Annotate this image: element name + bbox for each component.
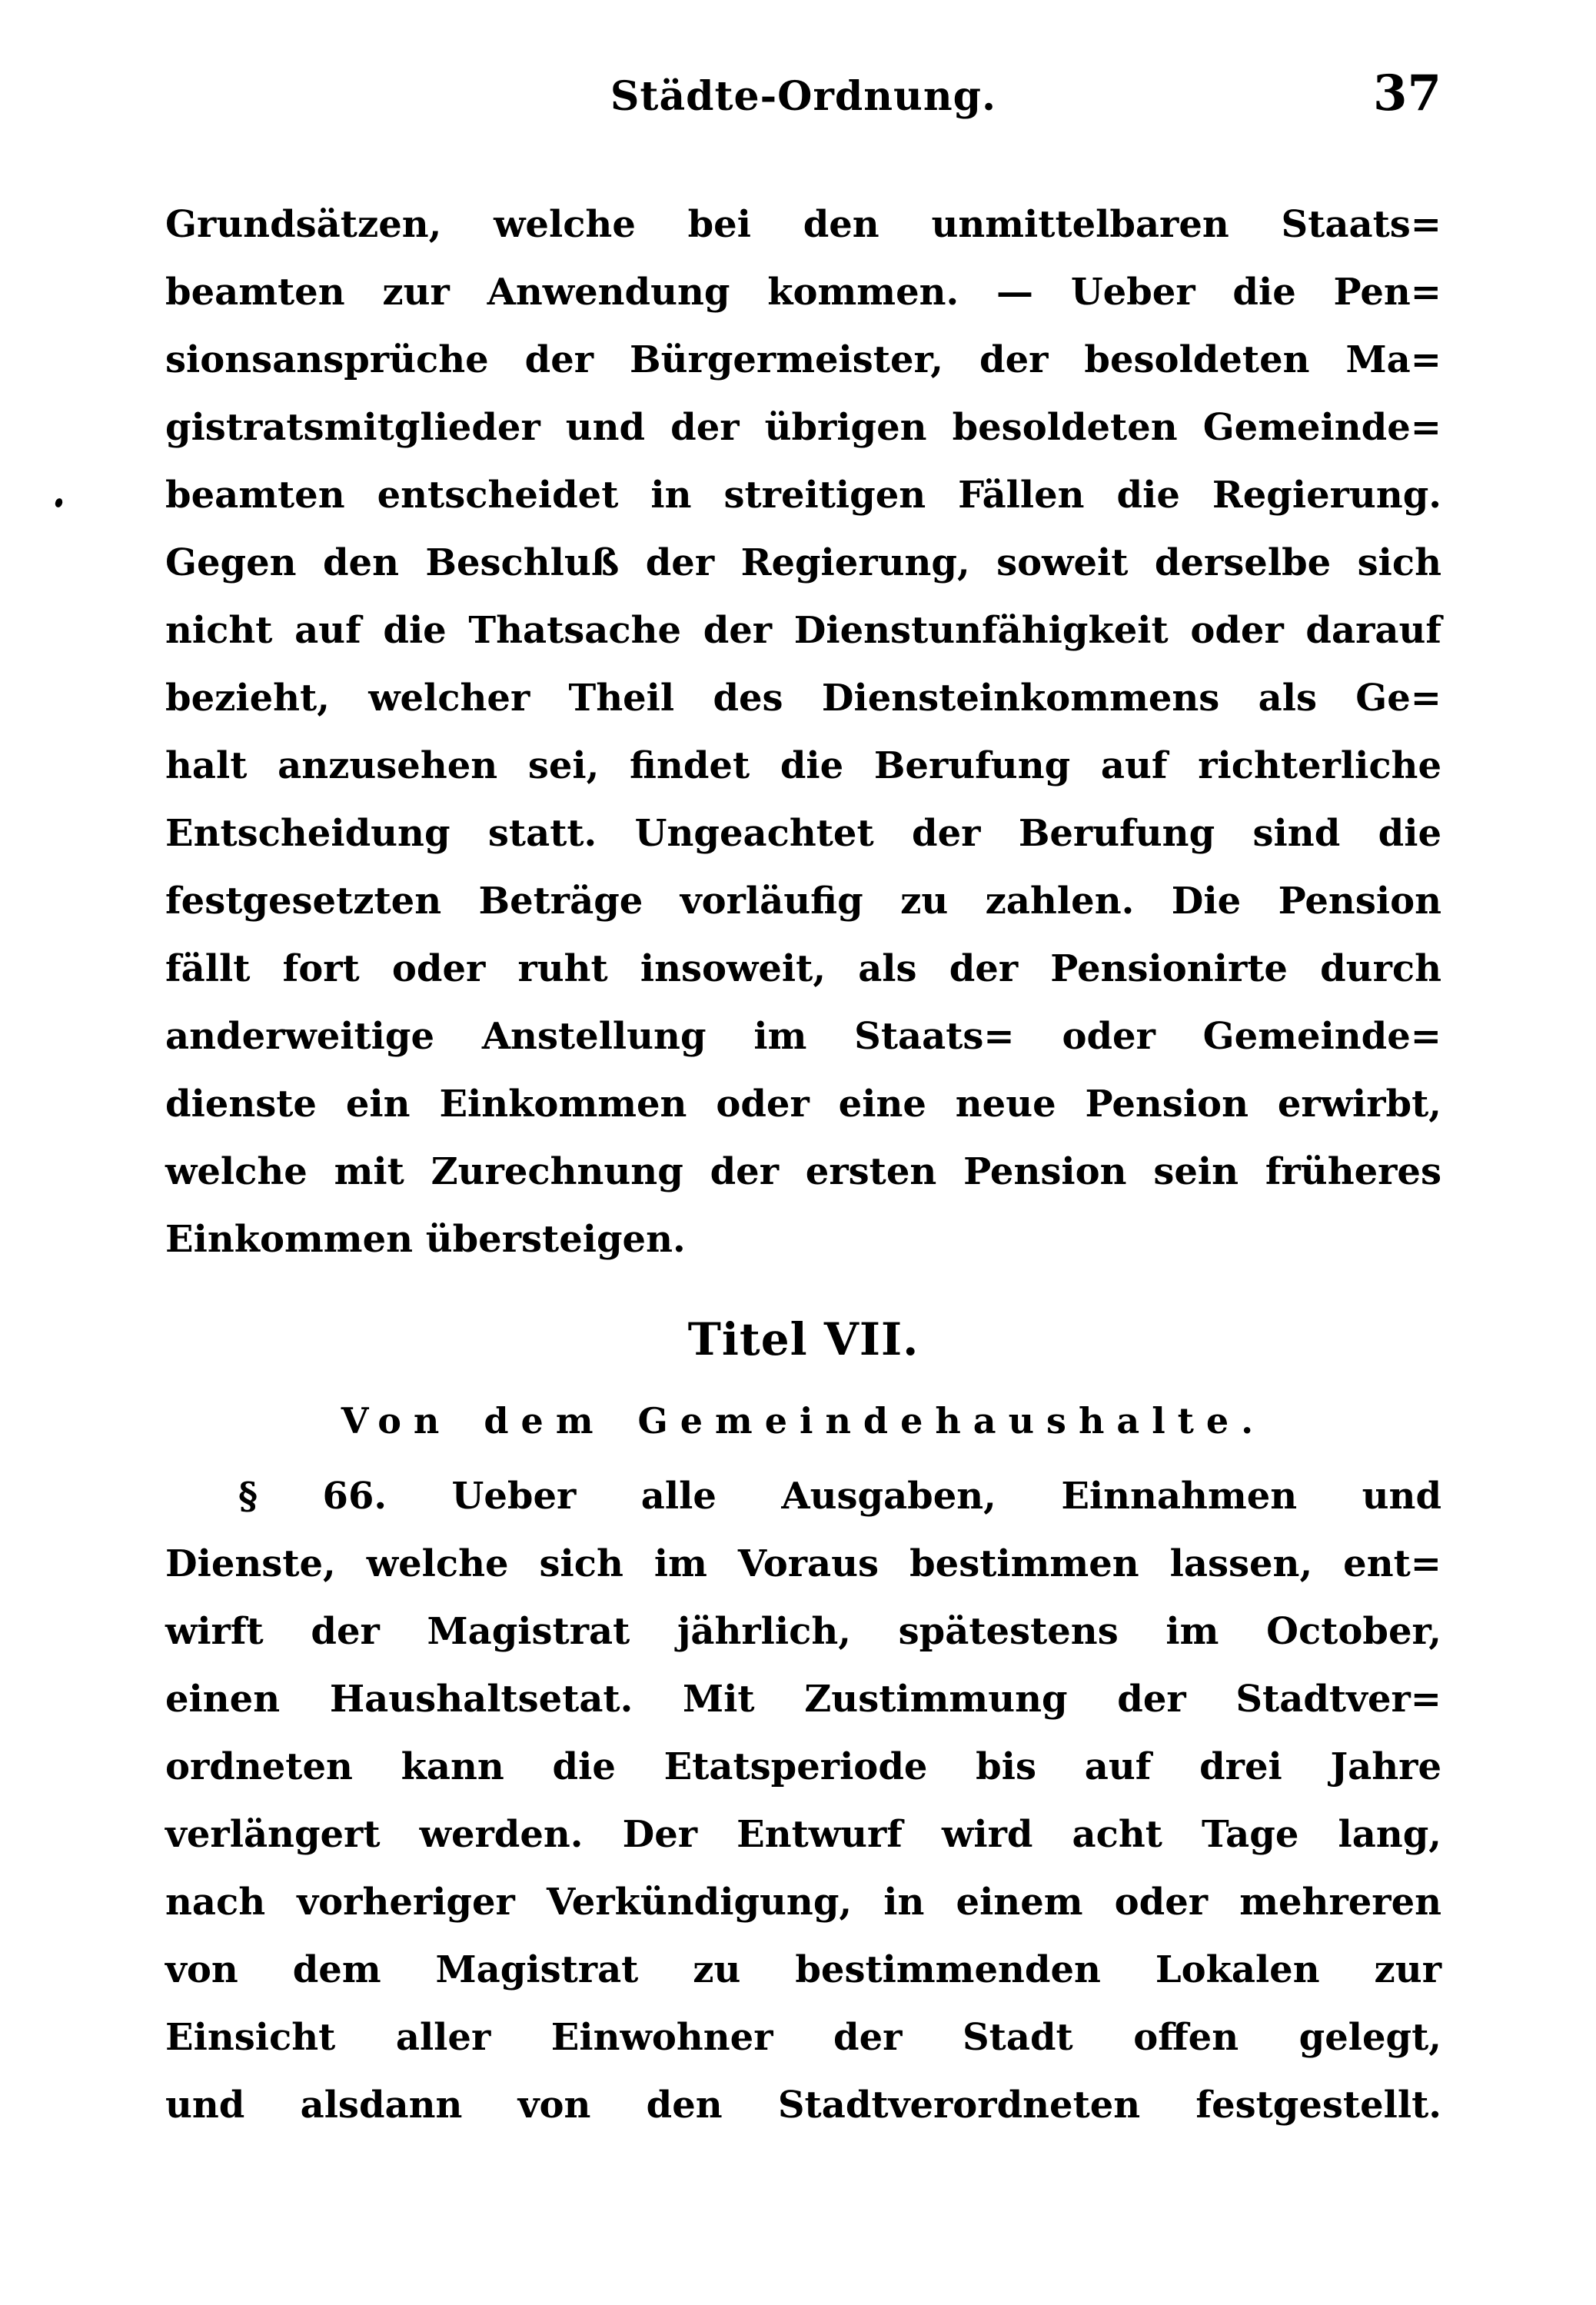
text-line: und alsdann von den Stadtverordneten festgestellt. <box>165 2084 1441 2127</box>
text-line: dienste ein Einkommen oder eine neue Pension erwirbt, <box>165 1083 1441 1126</box>
section-heading-title: Titel VII. <box>687 1313 919 1365</box>
text-line: Entscheidung statt. Ungeachtet der Berufung sind die <box>165 812 1441 855</box>
text-line: verlängert werden. Der Entwurf wird acht Tage lang, <box>165 1813 1441 1856</box>
text-line: Einkommen übersteigen. <box>165 1218 686 1261</box>
text-line: halt anzusehen sei, findet die Berufung auf richterliche <box>165 744 1441 787</box>
text-line: anderweitige Anstellung im Staats= oder Gemeinde= <box>165 1015 1441 1058</box>
ink-speck <box>54 497 64 508</box>
text-line: Dienste, welche sich im Voraus bestimmen lassen, ent= <box>165 1542 1441 1585</box>
text-line: Grundsätzen, welche bei den unmittelbaren Staats= <box>165 203 1441 246</box>
text-line: Einsicht aller Einwohner der Stadt offen gelegt, <box>165 2016 1441 2059</box>
page-number: 37 <box>1372 65 1441 122</box>
text-line: wirft der Magistrat jährlich, spätestens im October, <box>165 1610 1441 1653</box>
text-line: Gegen den Beschluß der Regierung, soweit derselbe sich <box>165 541 1441 584</box>
text-line: nicht auf die Thatsache der Dienstunfähigkeit oder darauf <box>165 609 1441 652</box>
paragraph-continued <box>165 191 1441 1273</box>
text-line: fällt fort oder ruht insoweit, als der Pensionirte durch <box>165 947 1441 990</box>
paragraph-66 <box>165 1462 1441 2139</box>
text-line: festgesetzten Beträge vorläufig zu zahlen. Die Pension <box>165 880 1441 923</box>
text-line: von dem Magistrat zu bestimmenden Lokalen zur <box>165 1948 1441 1991</box>
text-line: bezieht, welcher Theil des Diensteinkommens als Ge= <box>165 677 1441 720</box>
text-line: welche mit Zurechnung der ersten Pension sein früheres <box>165 1150 1441 1193</box>
section-heading-subtitle: Von dem Gemeindehaushalte. <box>341 1400 1266 1442</box>
text-line: einen Haushaltsetat. Mit Zustimmung der Stadtver= <box>165 1678 1441 1721</box>
text-line: sionsansprüche der Bürgermeister, der besoldeten Ma= <box>165 338 1441 381</box>
text-line: gistratsmitglieder und der übrigen besoldeten Gemeinde= <box>165 406 1441 449</box>
running-title: Städte-Ordnung. <box>610 73 997 120</box>
text-line: beamten zur Anwendung kommen. — Ueber die Pen= <box>165 271 1441 314</box>
text-line: ordneten kann die Etatsperiode bis auf drei Jahre <box>165 1745 1441 1788</box>
text-line: § 66. Ueber alle Ausgaben, Einnahmen und <box>238 1475 1441 1518</box>
text-line: beamten entscheidet in streitigen Fällen die Regierung. <box>165 474 1441 517</box>
text-line: nach vorheriger Verkündigung, in einem oder mehreren <box>165 1881 1441 1924</box>
